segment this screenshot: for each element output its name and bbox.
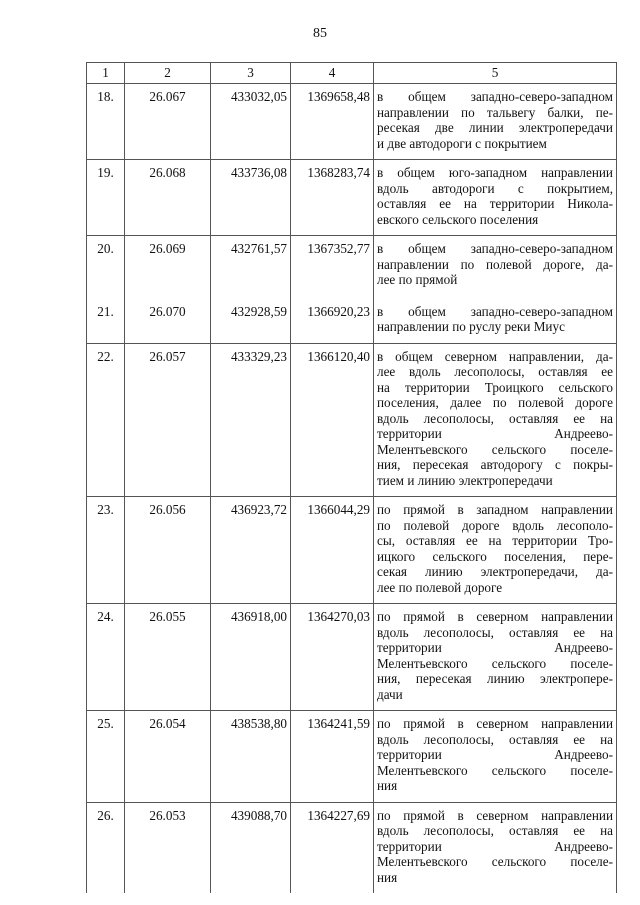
x-coordinate-cell: 433736,08 [211, 160, 291, 236]
description-line: территории Андреево- [377, 838, 613, 854]
description-line: ресекая две линии электропередачи [377, 120, 613, 135]
y-coordinate-cell: 1364241,59 [291, 711, 374, 803]
boundary-description-cell [374, 711, 617, 803]
y-coordinate-cell: 1364270,03 [291, 604, 374, 711]
header-col-4: 4 [291, 63, 374, 84]
boundary-description-cell [374, 802, 617, 893]
y-coordinate-cell: 1366044,29 [291, 497, 374, 604]
description-line: лее вдоль лесополосы, оставляя ее [377, 364, 613, 379]
y-coordinate-cell: 1366920,23 [291, 296, 374, 344]
description-line: территории Андреево- [377, 426, 613, 441]
description-line: ния, пересекая линию электропере- [377, 671, 613, 686]
boundary-coordinates-table [86, 62, 617, 893]
y-coordinate-cell: 1366120,40 [291, 343, 374, 497]
x-coordinate-cell: 439088,70 [211, 802, 291, 893]
row-number-cell: 21. [87, 296, 125, 344]
description-line: дачи [377, 686, 403, 702]
description-line: Мелентьевского сельского поселе- [377, 655, 613, 671]
description-line: на территории Троицкого сельского [377, 379, 613, 395]
description-line: в общем юго-западном направлении [377, 165, 613, 180]
row-number-cell: 26. [87, 802, 125, 893]
description-line: в общем западно-северо-западном [377, 89, 613, 104]
x-coordinate-cell: 432761,57 [211, 236, 291, 296]
point-id-cell: 26.056 [125, 497, 211, 604]
y-coordinate-cell: 1369658,48 [291, 84, 374, 160]
description-line: в общем западно-северо-западном [377, 241, 613, 256]
table-body [87, 84, 617, 894]
point-id-cell: 26.067 [125, 84, 211, 160]
description-line: ицкого сельского поселения, пере- [377, 548, 613, 564]
description-line: по прямой в западном направлении [377, 502, 613, 517]
row-number-cell: 20. [87, 236, 125, 296]
row-number-cell: 22. [87, 343, 125, 497]
point-id-cell: 26.069 [125, 236, 211, 296]
description-line: ния [377, 869, 398, 885]
description-line: Мелентьевского сельского поселе- [377, 441, 613, 457]
description-line: по полевой дороге вдоль лесополо- [377, 517, 613, 533]
description-line: ния, пересекая автодорогу с покры- [377, 457, 613, 472]
table-row [87, 84, 617, 160]
description-line: в общем западно-северо-западном [377, 303, 613, 319]
row-number-cell: 19. [87, 160, 125, 236]
description-line: территории Андреево- [377, 747, 613, 762]
header-col-1: 1 [87, 63, 125, 84]
description-line: оставляя ее на территории Никола- [377, 196, 613, 211]
page-number: 85 [313, 26, 327, 41]
boundary-description-cell [374, 236, 617, 296]
table-header-row [87, 63, 617, 84]
description-line: ния [377, 778, 398, 793]
description-line: вдоль лесополосы, оставляя ее на [377, 624, 613, 640]
description-line: Мелентьевского сельского поселе- [377, 762, 613, 778]
description-line: по прямой в северном направлении [377, 807, 613, 823]
table-row [87, 497, 617, 604]
description-line: направлении по тальвегу балки, пе- [377, 104, 613, 120]
header-col-5: 5 [374, 63, 617, 84]
boundary-description-cell [374, 84, 617, 160]
table-row [87, 296, 617, 344]
description-line: евского сельского поселения [377, 211, 539, 227]
x-coordinate-cell: 433032,05 [211, 84, 291, 160]
description-line: сы, оставляя ее на территории Тро- [377, 533, 613, 548]
description-line: вдоль лесополосы, оставляя ее на [377, 731, 613, 747]
x-coordinate-cell: 432928,59 [211, 296, 291, 344]
point-id-cell: 26.057 [125, 343, 211, 497]
row-number-cell: 23. [87, 497, 125, 604]
description-line: секая линию электропередачи, да- [377, 564, 613, 579]
table-row [87, 711, 617, 803]
point-id-cell: 26.053 [125, 802, 211, 893]
point-id-cell: 26.068 [125, 160, 211, 236]
boundary-description-cell [374, 497, 617, 604]
description-line: и две автодороги с покрытием [377, 135, 547, 151]
description-line: направлении по руслу реки Миус [377, 319, 565, 334]
header-col-3: 3 [211, 63, 291, 84]
header-col-2: 2 [125, 63, 211, 84]
description-line: лее по прямой [377, 272, 458, 287]
description-line: тием и линию электропередачи [377, 472, 553, 488]
point-id-cell: 26.055 [125, 604, 211, 711]
row-number-cell: 25. [87, 711, 125, 803]
y-coordinate-cell: 1368283,74 [291, 160, 374, 236]
description-line: направлении по полевой дороге, да- [377, 256, 613, 272]
description-line: вдоль лесополосы, оставляя ее на [377, 410, 613, 426]
x-coordinate-cell: 433329,23 [211, 343, 291, 497]
description-line: Мелентьевского сельского поселе- [377, 854, 613, 869]
boundary-description-cell [374, 604, 617, 711]
row-number-cell: 24. [87, 604, 125, 711]
y-coordinate-cell: 1367352,77 [291, 236, 374, 296]
x-coordinate-cell: 436923,72 [211, 497, 291, 604]
description-line: вдоль лесополосы, оставляя ее на [377, 823, 613, 838]
description-line: в общем северном направлении, да- [377, 348, 613, 364]
x-coordinate-cell: 436918,00 [211, 604, 291, 711]
table-row [87, 343, 617, 497]
table-row [87, 802, 617, 893]
description-line: лее по полевой дороге [377, 579, 503, 595]
row-number-cell: 18. [87, 84, 125, 160]
table-row [87, 604, 617, 711]
description-line: вдоль автодороги с покрытием, [377, 180, 613, 196]
x-coordinate-cell: 438538,80 [211, 711, 291, 803]
boundary-description-cell [374, 296, 617, 344]
description-line: территории Андреево- [377, 640, 613, 655]
table-row [87, 236, 617, 296]
table-row [87, 160, 617, 236]
boundary-description-cell [374, 343, 617, 497]
description-line: поселения, далее по полевой дороге [377, 395, 613, 410]
point-id-cell: 26.070 [125, 296, 211, 344]
y-coordinate-cell: 1364227,69 [291, 802, 374, 893]
description-line: по прямой в северном направлении [377, 716, 613, 731]
description-line: по прямой в северном направлении [377, 609, 613, 624]
point-id-cell: 26.054 [125, 711, 211, 803]
boundary-description-cell [374, 160, 617, 236]
